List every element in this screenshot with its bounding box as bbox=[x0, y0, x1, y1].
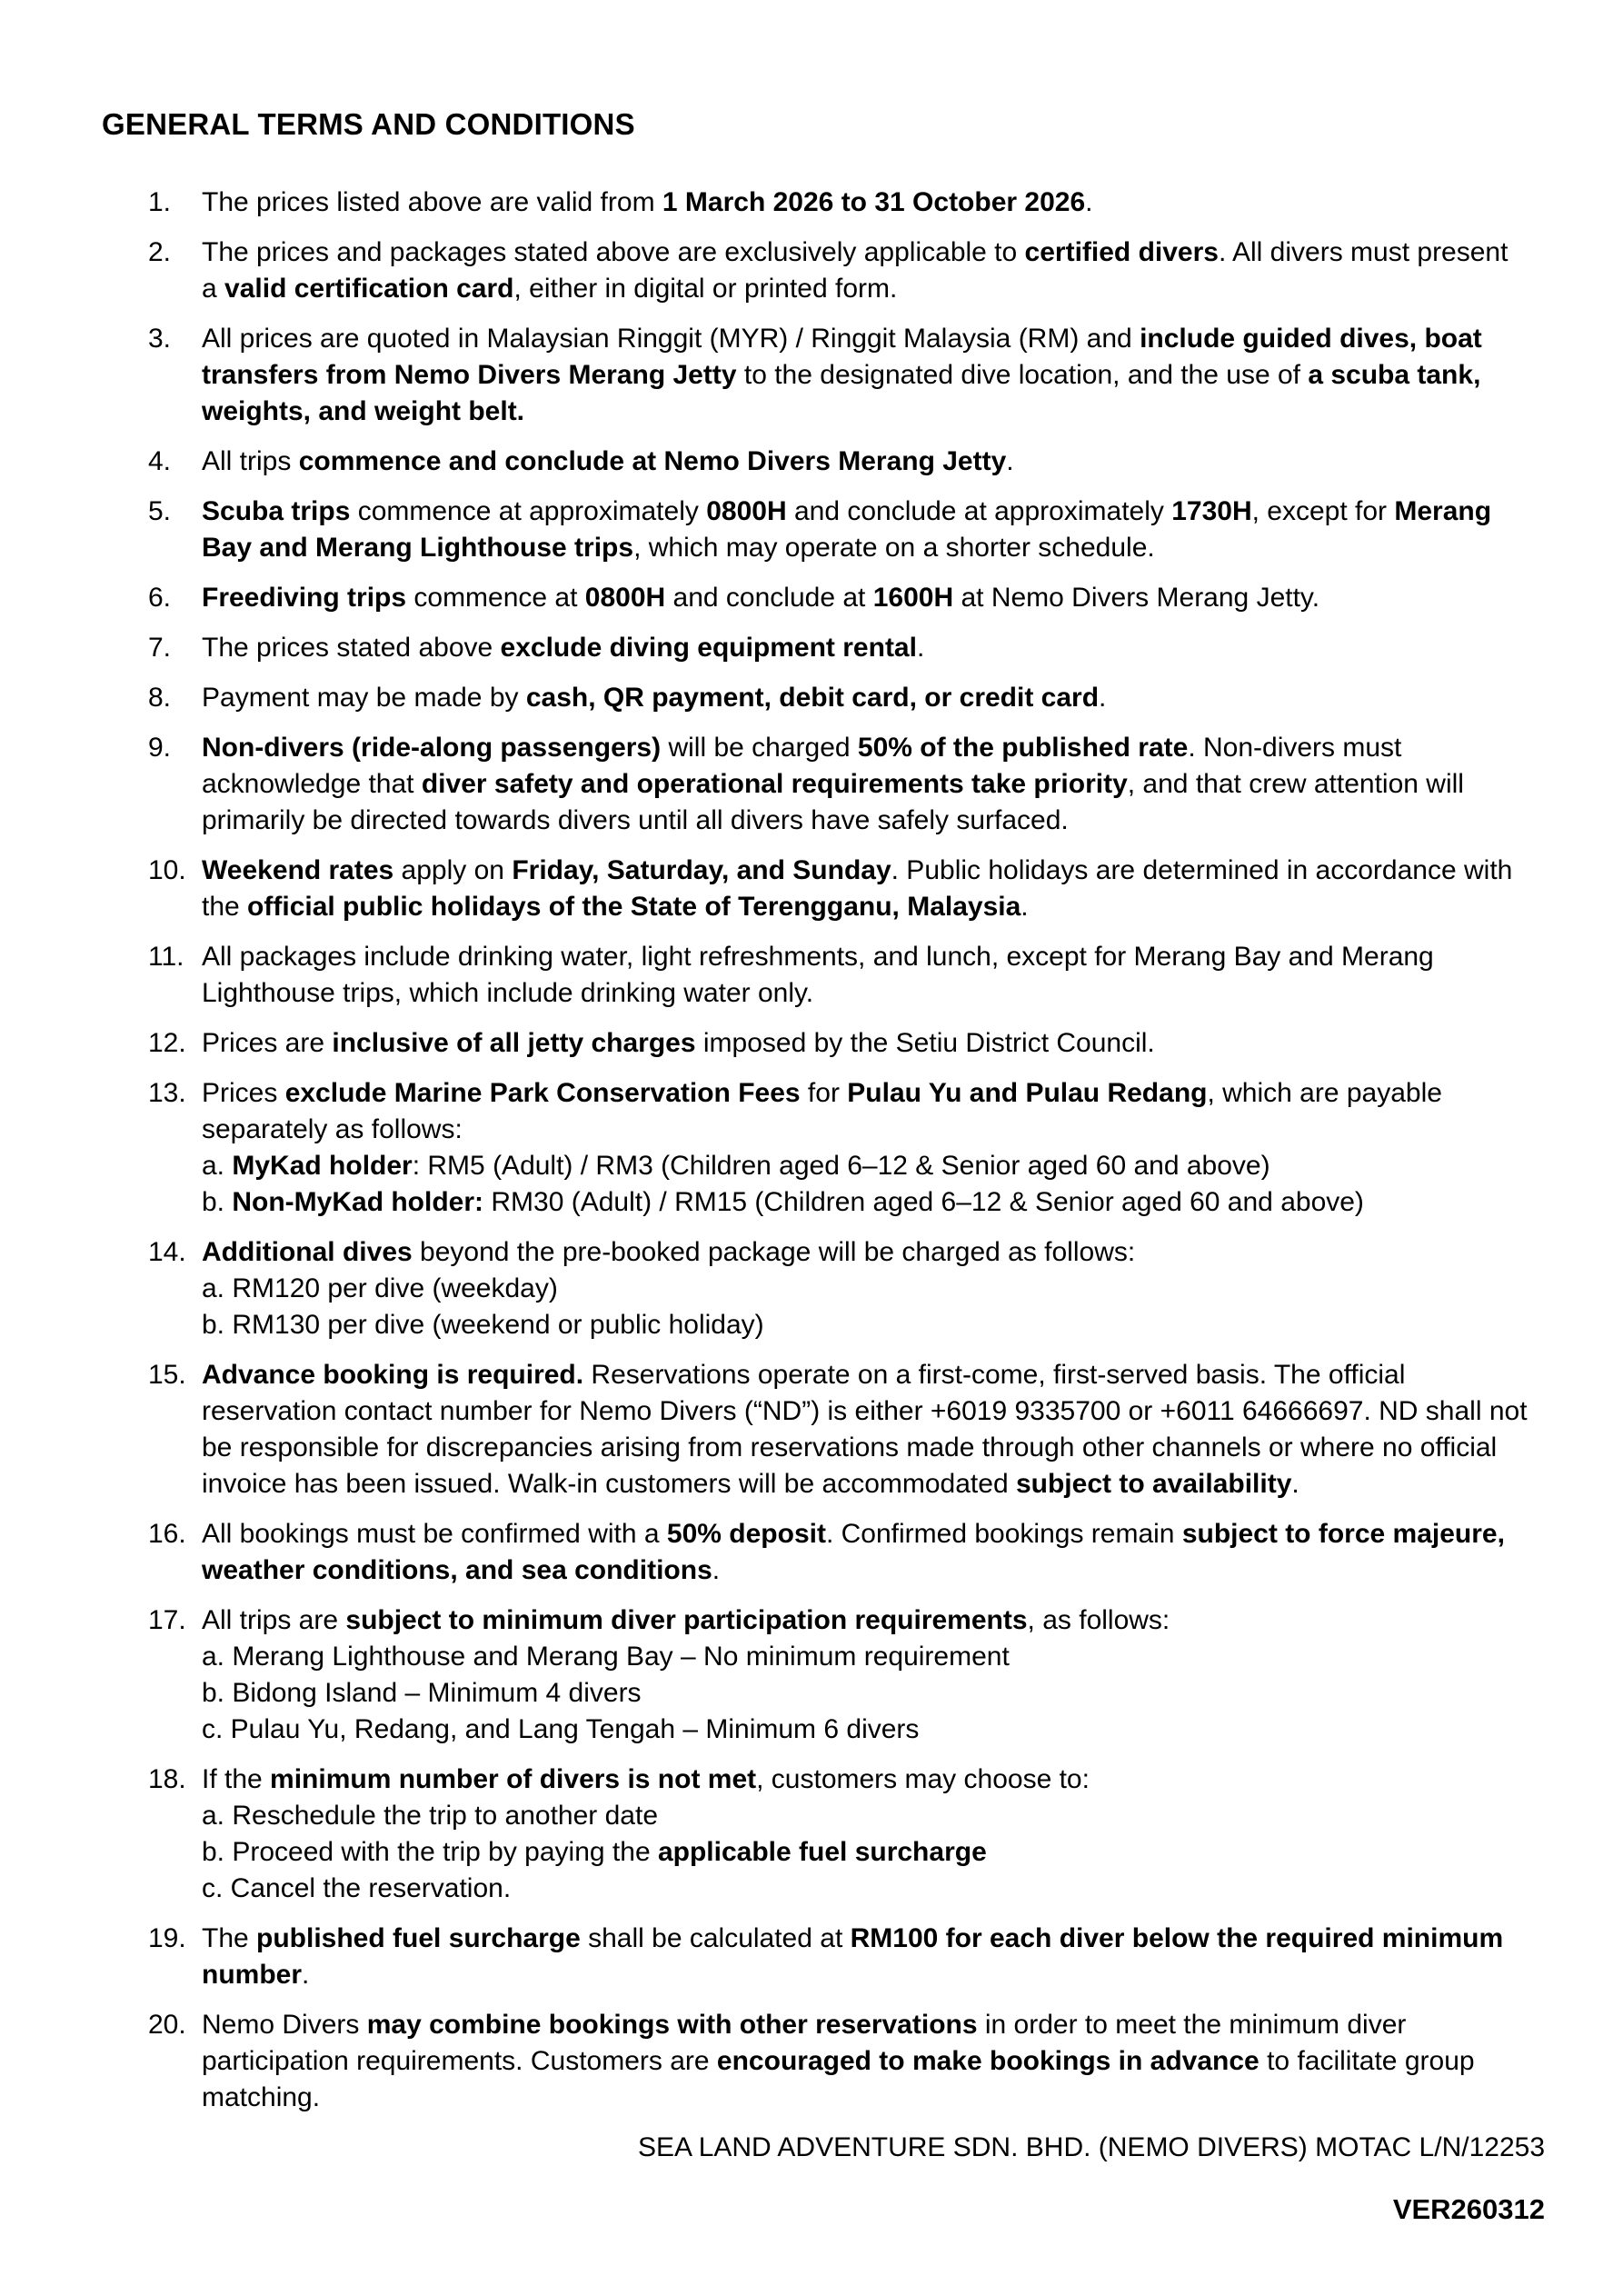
term-line bbox=[202, 321, 1545, 357]
bold-text-segment: minimum number of divers is not met bbox=[270, 1764, 757, 1794]
term-number: 11. bbox=[148, 942, 184, 972]
term-line bbox=[202, 1834, 1545, 1871]
text-segment: : RM5 (Adult) / RM3 (Children aged 6–12 & Senior aged 60 and above) bbox=[412, 1151, 1270, 1181]
term-line bbox=[202, 1025, 1545, 1062]
bold-text-segment: 0800H bbox=[584, 583, 666, 613]
bold-text-segment: transfers from Nemo Divers Merang Jetty bbox=[202, 360, 737, 390]
term-line bbox=[202, 680, 1545, 716]
term-line bbox=[202, 1148, 1545, 1184]
term-line bbox=[202, 803, 1545, 839]
text-segment: a. Merang Lighthouse and Merang Bay – No minimum requirement bbox=[202, 1642, 1010, 1672]
bold-text-segment: inclusive of all jetty charges bbox=[332, 1028, 696, 1058]
bold-text-segment: Pulau Yu and Pulau Redang bbox=[847, 1078, 1208, 1108]
text-segment: apply on bbox=[393, 855, 513, 885]
text-segment: shall be calculated at bbox=[580, 1923, 851, 1953]
text-segment: Prices bbox=[202, 1078, 285, 1108]
term-item-13 bbox=[102, 1075, 1545, 1221]
term-line bbox=[202, 357, 1545, 394]
bold-text-segment: diver safety and operational requirements take priority bbox=[421, 769, 1128, 799]
term-item-7 bbox=[102, 630, 1545, 666]
term-number: 7. bbox=[148, 633, 172, 663]
text-segment: a. Reschedule the trip to another date bbox=[202, 1801, 659, 1831]
text-segment: , as follows: bbox=[1027, 1605, 1170, 1635]
term-number: 3. bbox=[148, 324, 172, 354]
bold-text-segment: official public holidays of the State of Terengganu, Malaysia bbox=[247, 892, 1021, 922]
text-segment: . bbox=[1291, 1469, 1299, 1499]
text-segment: Lighthouse trips, which include drinking water only. bbox=[202, 978, 814, 1008]
text-segment: c. Pulau Yu, Redang, and Lang Tengah – Minimum 6 divers bbox=[202, 1714, 920, 1744]
term-item-9 bbox=[102, 730, 1545, 839]
text-segment: at Nemo Divers Merang Jetty. bbox=[953, 583, 1320, 613]
text-segment: participation requirements. Customers are bbox=[202, 2046, 717, 2076]
bold-text-segment: 0800H bbox=[706, 496, 787, 526]
text-segment: . bbox=[712, 1555, 721, 1585]
term-line bbox=[202, 494, 1545, 530]
text-segment: , and that crew attention will bbox=[1127, 769, 1464, 799]
text-segment: c. Cancel the reservation. bbox=[202, 1873, 512, 1903]
page-title: GENERAL TERMS AND CONDITIONS bbox=[102, 107, 635, 141]
term-number: 8. bbox=[148, 683, 172, 713]
term-line bbox=[202, 1602, 1545, 1639]
footer-version-code: VER260312 bbox=[1392, 2193, 1545, 2225]
term-number: 2. bbox=[148, 237, 172, 267]
bold-text-segment: 1 March 2026 to 31 October 2026 bbox=[662, 187, 1086, 217]
term-line bbox=[202, 394, 1545, 430]
text-segment: commence at bbox=[406, 583, 585, 613]
bold-text-segment: Bay and Merang Lighthouse trips bbox=[202, 533, 634, 563]
text-segment: a. bbox=[202, 1151, 233, 1181]
term-line bbox=[202, 1357, 1545, 1393]
text-segment: b. Proceed with the trip by paying the bbox=[202, 1837, 658, 1867]
term-line bbox=[202, 580, 1545, 616]
text-segment: Payment may be made by bbox=[202, 683, 526, 713]
term-number: 6. bbox=[148, 583, 172, 613]
term-number: 16. bbox=[148, 1519, 186, 1549]
text-segment: All bookings must be confirmed with a bbox=[202, 1519, 667, 1549]
term-line bbox=[202, 1871, 1545, 1907]
term-line bbox=[202, 235, 1545, 271]
bold-text-segment: include guided dives, boat bbox=[1140, 324, 1482, 354]
term-item-20 bbox=[102, 2007, 1545, 2116]
bold-text-segment: certified divers bbox=[1024, 237, 1219, 267]
bold-text-segment: Merang bbox=[1394, 496, 1492, 526]
text-segment: to facilitate group bbox=[1259, 2046, 1475, 2076]
bold-text-segment: Non-MyKad holder: bbox=[232, 1187, 484, 1217]
text-segment: . bbox=[302, 1960, 310, 1990]
bold-text-segment: applicable fuel surcharge bbox=[657, 1837, 987, 1867]
text-segment: be responsible for discrepancies arising from reservations made through other channels or where no official bbox=[202, 1433, 1498, 1462]
bold-text-segment: Additional dives bbox=[202, 1237, 413, 1267]
term-line bbox=[202, 2007, 1545, 2043]
term-line bbox=[202, 1393, 1545, 1430]
bold-text-segment: Scuba trips bbox=[202, 496, 351, 526]
term-line bbox=[202, 1075, 1545, 1112]
term-item-4 bbox=[102, 444, 1545, 480]
term-line bbox=[202, 939, 1545, 975]
text-segment: . bbox=[916, 633, 925, 663]
bold-text-segment: 1600H bbox=[872, 583, 954, 613]
bold-text-segment: Weekend rates bbox=[202, 855, 394, 885]
term-item-15 bbox=[102, 1357, 1545, 1502]
bold-text-segment: published fuel surcharge bbox=[256, 1923, 581, 1953]
text-segment: and conclude at approximately bbox=[786, 496, 1172, 526]
text-segment: a bbox=[202, 274, 225, 304]
text-segment: b. RM130 per dive (weekend or public holiday) bbox=[202, 1310, 764, 1340]
term-item-10 bbox=[102, 853, 1545, 925]
text-segment: , except for bbox=[1251, 496, 1395, 526]
text-segment: , either in digital or printed form. bbox=[513, 274, 898, 304]
text-segment: b. bbox=[202, 1187, 233, 1217]
term-line bbox=[202, 1639, 1545, 1675]
term-line bbox=[202, 730, 1545, 766]
text-segment: All trips bbox=[202, 446, 299, 476]
term-line bbox=[202, 975, 1545, 1012]
text-segment: in order to meet the minimum diver bbox=[977, 2010, 1407, 2040]
bold-text-segment: RM100 for each diver below the required minimum bbox=[850, 1923, 1504, 1953]
term-line bbox=[202, 1466, 1545, 1502]
term-number: 10. bbox=[148, 855, 186, 885]
term-line bbox=[202, 530, 1545, 566]
bold-text-segment: weather conditions, and sea conditions bbox=[202, 1555, 712, 1585]
text-segment: , customers may choose to: bbox=[756, 1764, 1090, 1794]
term-item-5 bbox=[102, 494, 1545, 566]
text-segment: The bbox=[202, 1923, 257, 1953]
bold-text-segment: 50% of the published rate bbox=[857, 733, 1189, 763]
term-number: 13. bbox=[148, 1078, 186, 1108]
bold-text-segment: subject to minimum diver participation requirements bbox=[345, 1605, 1028, 1635]
bold-text-segment: 1730H bbox=[1171, 496, 1252, 526]
text-segment: . bbox=[1085, 187, 1093, 217]
term-line bbox=[202, 444, 1545, 480]
text-segment: Nemo Divers bbox=[202, 2010, 367, 2040]
term-item-1 bbox=[102, 185, 1545, 221]
term-item-14 bbox=[102, 1234, 1545, 1343]
text-segment: separately as follows: bbox=[202, 1114, 463, 1144]
term-line bbox=[202, 1798, 1545, 1834]
term-line bbox=[202, 1552, 1545, 1589]
text-segment: and conclude at bbox=[665, 583, 873, 613]
bold-text-segment: subject to availability bbox=[1015, 1469, 1292, 1499]
footer-company-line: SEA LAND ADVENTURE SDN. BHD. (NEMO DIVERS) MOTAC L/N/12253 bbox=[637, 2132, 1545, 2162]
term-line bbox=[202, 1271, 1545, 1307]
text-segment: beyond the pre-booked package will be charged as follows: bbox=[412, 1237, 1136, 1267]
terms-list bbox=[102, 185, 1545, 2116]
term-line bbox=[202, 1712, 1545, 1748]
term-number: 20. bbox=[148, 2010, 186, 2040]
term-line bbox=[202, 1112, 1545, 1148]
bold-text-segment: Friday, Saturday, and Sunday bbox=[512, 855, 891, 885]
term-item-12 bbox=[102, 1025, 1545, 1062]
term-number: 18. bbox=[148, 1764, 186, 1794]
bold-text-segment: exclude Marine Park Conservation Fees bbox=[284, 1078, 801, 1108]
text-segment: invoice has been issued. Walk-in customers will be accommodated bbox=[202, 1469, 1016, 1499]
text-segment: to the designated dive location, and the use of bbox=[736, 360, 1309, 390]
bold-text-segment: may combine bookings with other reservations bbox=[366, 2010, 978, 2040]
text-segment: . bbox=[1099, 683, 1107, 713]
term-number: 9. bbox=[148, 733, 172, 763]
term-item-17 bbox=[102, 1602, 1545, 1748]
text-segment: . Confirmed bookings remain bbox=[825, 1519, 1182, 1549]
term-number: 1. bbox=[148, 187, 172, 217]
term-number: 19. bbox=[148, 1923, 186, 1953]
bold-text-segment: commence and conclude at Nemo Divers Merang Jetty bbox=[298, 446, 1007, 476]
term-line bbox=[202, 1921, 1545, 1957]
term-line bbox=[202, 766, 1545, 803]
text-segment: a. RM120 per dive (weekday) bbox=[202, 1273, 558, 1303]
text-segment: for bbox=[800, 1078, 848, 1108]
term-number: 17. bbox=[148, 1605, 186, 1635]
term-line bbox=[202, 889, 1545, 925]
text-segment: . bbox=[1021, 892, 1029, 922]
term-line bbox=[202, 271, 1545, 307]
bold-text-segment: Advance booking is required. bbox=[202, 1360, 584, 1390]
text-segment: Reservations operate on a first-come, first-served basis. The official bbox=[583, 1360, 1406, 1390]
text-segment: will be charged bbox=[661, 733, 858, 763]
text-segment: All prices are quoted in Malaysian Ringgit (MYR) / Ringgit Malaysia (RM) and bbox=[202, 324, 1140, 354]
bold-text-segment: weights, and weight belt. bbox=[202, 396, 525, 426]
term-item-6 bbox=[102, 580, 1545, 616]
term-line bbox=[202, 185, 1545, 221]
text-segment: All trips are bbox=[202, 1605, 346, 1635]
term-line bbox=[202, 2080, 1545, 2116]
term-line bbox=[202, 1184, 1545, 1221]
term-item-18 bbox=[102, 1762, 1545, 1907]
text-segment: matching. bbox=[202, 2082, 321, 2112]
term-item-19 bbox=[102, 1921, 1545, 1993]
term-line bbox=[202, 1957, 1545, 1993]
term-number: 15. bbox=[148, 1360, 186, 1390]
text-segment: primarily be directed towards divers until all divers have safely surfaced. bbox=[202, 805, 1069, 835]
term-line bbox=[202, 853, 1545, 889]
text-segment: acknowledge that bbox=[202, 769, 422, 799]
bold-text-segment: encouraged to make bookings in advance bbox=[716, 2046, 1260, 2076]
text-segment: b. Bidong Island – Minimum 4 divers bbox=[202, 1678, 642, 1708]
text-segment: All packages include drinking water, light refreshments, and lunch, except for Merang Bay and Merang bbox=[202, 942, 1434, 972]
bold-text-segment: number bbox=[202, 1960, 303, 1990]
bold-text-segment: Non-divers (ride-along passengers) bbox=[202, 733, 662, 763]
term-line bbox=[202, 2043, 1545, 2080]
text-segment: . All divers must present bbox=[1218, 237, 1508, 267]
bold-text-segment: exclude diving equipment rental bbox=[500, 633, 917, 663]
text-segment: . bbox=[1006, 446, 1014, 476]
text-segment: The prices and packages stated above are exclusively applicable to bbox=[202, 237, 1025, 267]
bold-text-segment: 50% deposit bbox=[666, 1519, 826, 1549]
term-line bbox=[202, 1234, 1545, 1271]
text-segment: The prices listed above are valid from bbox=[202, 187, 662, 217]
term-number: 12. bbox=[148, 1028, 186, 1058]
term-number: 5. bbox=[148, 496, 172, 526]
text-segment: reservation contact number for Nemo Divers (“ND”) is either +6019 9335700 or +6011 64666697. ND shall not bbox=[202, 1396, 1528, 1426]
bold-text-segment: cash, QR payment, debit card, or credit card bbox=[525, 683, 1100, 713]
text-segment: The prices stated above bbox=[202, 633, 501, 663]
text-segment: commence at approximately bbox=[350, 496, 707, 526]
text-segment: imposed by the Setiu District Council. bbox=[695, 1028, 1155, 1058]
bold-text-segment: a scuba tank, bbox=[1308, 360, 1481, 390]
bold-text-segment: MyKad holder bbox=[232, 1151, 413, 1181]
term-line bbox=[202, 1307, 1545, 1343]
term-line bbox=[202, 1430, 1545, 1466]
bold-text-segment: subject to force majeure, bbox=[1181, 1519, 1505, 1549]
term-item-8 bbox=[102, 680, 1545, 716]
text-segment: the bbox=[202, 892, 248, 922]
term-number: 14. bbox=[148, 1237, 186, 1267]
term-number: 4. bbox=[148, 446, 172, 476]
text-segment: , which are payable bbox=[1207, 1078, 1442, 1108]
term-line bbox=[202, 1762, 1545, 1798]
text-segment: , which may operate on a shorter schedule. bbox=[633, 533, 1155, 563]
text-segment: . Non-divers must bbox=[1188, 733, 1402, 763]
term-line bbox=[202, 1516, 1545, 1552]
bold-text-segment: Freediving trips bbox=[202, 583, 407, 613]
text-segment: RM30 (Adult) / RM15 (Children aged 6–12 & Senior aged 60 and above) bbox=[483, 1187, 1364, 1217]
term-item-16 bbox=[102, 1516, 1545, 1589]
term-item-3 bbox=[102, 321, 1545, 430]
term-line bbox=[202, 630, 1545, 666]
text-segment: If the bbox=[202, 1764, 271, 1794]
text-segment: Prices are bbox=[202, 1028, 333, 1058]
term-item-11 bbox=[102, 939, 1545, 1012]
bold-text-segment: valid certification card bbox=[224, 274, 514, 304]
term-item-2 bbox=[102, 235, 1545, 307]
text-segment: . Public holidays are determined in accordance with bbox=[891, 855, 1513, 885]
term-line bbox=[202, 1675, 1545, 1712]
